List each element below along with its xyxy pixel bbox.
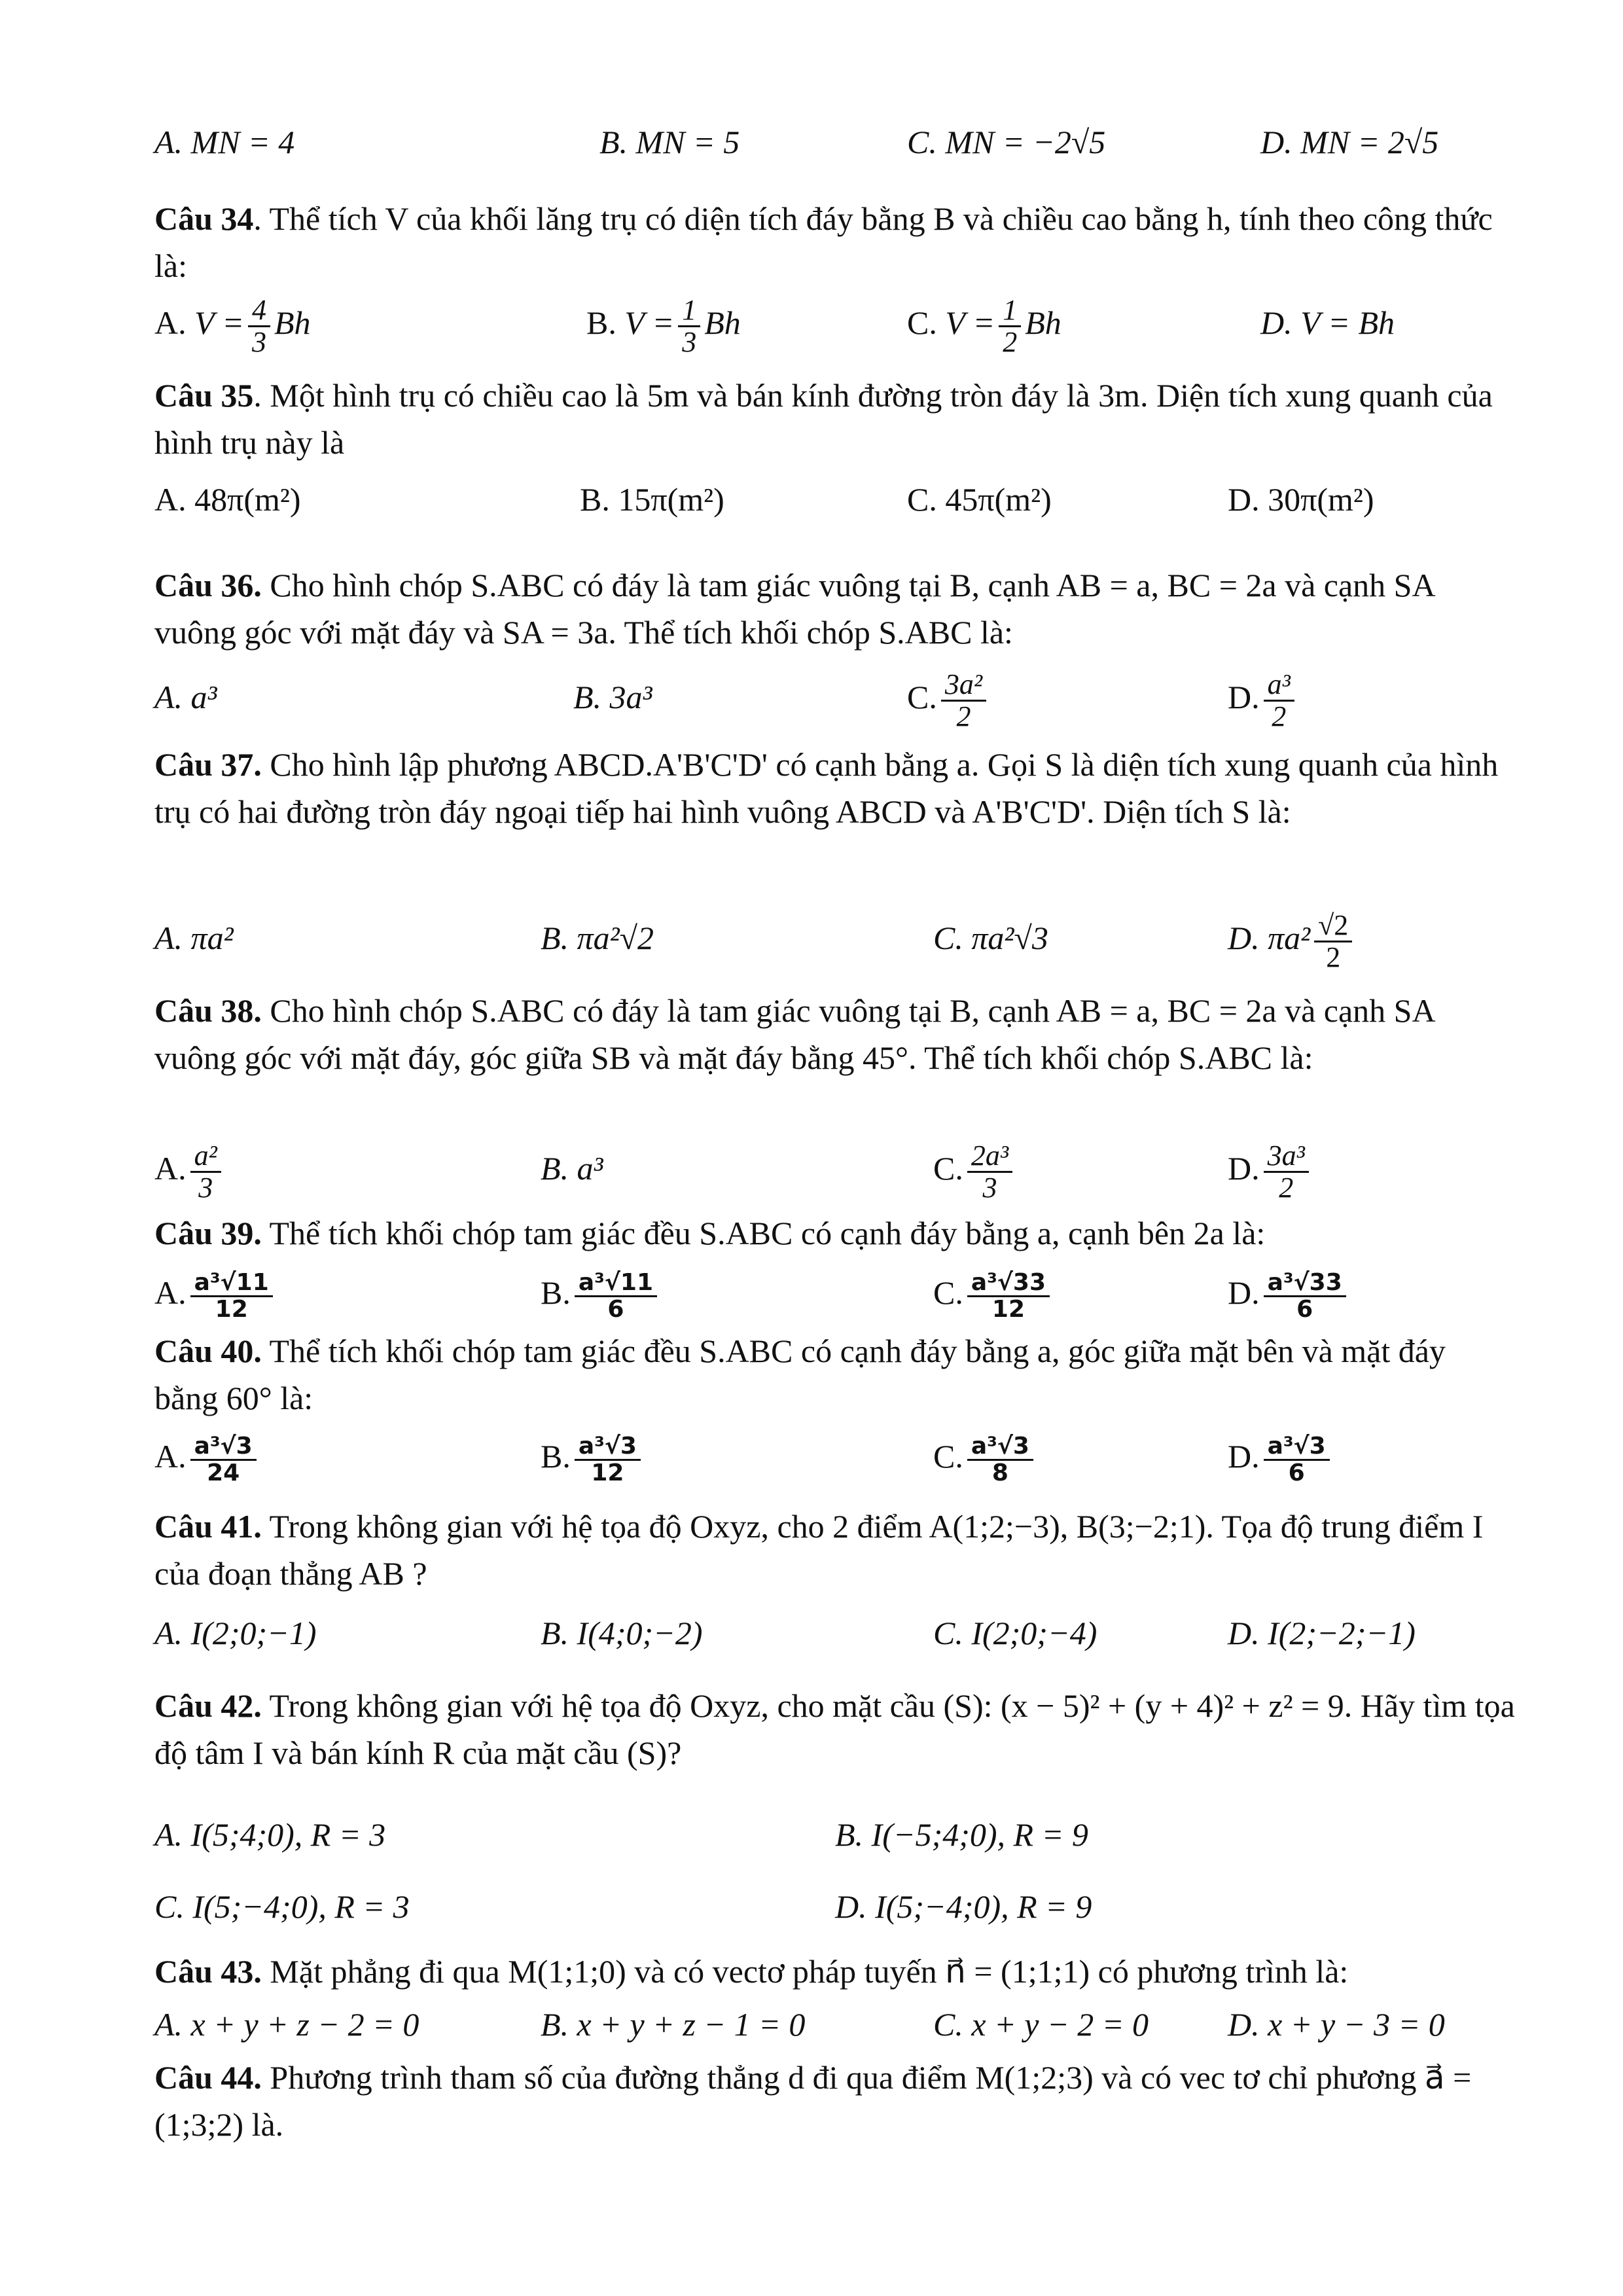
option-b: B. V = $\frac{1}{3}$ Bh <box>586 293 741 359</box>
question-text: Cho hình chóp S.ABC có đáy là tam giác vuông tại B, cạnh AB = a, BC = 2a và cạnh SA vuông góc với mặt đáy và SA = 3a. Thể tích khối chóp S.ABC là: <box>154 567 1434 651</box>
option-b: B. πa²√2 <box>541 920 654 956</box>
q38-options <box>154 1139 1516 1204</box>
option-d: D. $\frac{\text{a³√3}}{6}$ <box>1228 1427 1334 1486</box>
option-a: A. $\frac{\text{a³√11}}{12}$ <box>154 1263 277 1322</box>
option-c: C. V = $\frac{1}{2}$ Bh <box>907 293 1061 359</box>
q39-options <box>154 1263 1516 1322</box>
question-text: Thể tích khối chóp tam giác đều S.ABC có cạnh đáy bằng a, góc giữa mặt bên và mặt đáy bằng 60° là: <box>154 1333 1446 1416</box>
option-d: D. x + y − 3 = 0 <box>1228 2006 1445 2043</box>
option-d: D. πa² $\frac{√2}{2}$ <box>1228 908 1356 973</box>
question-number: Câu 34 <box>154 200 254 237</box>
option-a: A. 48π(m²) <box>154 481 301 518</box>
question-number: Câu 35 <box>154 377 254 414</box>
option-d: D. $\frac{\text{a³}}{2}$ <box>1228 668 1298 732</box>
option-a: A. I(2;0;−1) <box>154 1615 317 1651</box>
question-34 <box>154 195 1516 289</box>
question-text: Thể tích khối chóp tam giác đều S.ABC có cạnh đáy bằng a, cạnh bên 2a là: <box>261 1215 1266 1251</box>
option-c: C. $\frac{\text{3a²}}{2}$ <box>907 668 990 732</box>
question-number: Câu 39. <box>154 1215 262 1251</box>
option-a: A. $\frac{\text{a³√3}}{24}$ <box>154 1427 260 1486</box>
question-number: Câu 36. <box>154 567 262 603</box>
option-d: D. I(5;−4;0), R = 9 <box>835 1888 1092 1925</box>
question-number: Câu 37. <box>154 746 262 783</box>
question-42 <box>154 1682 1516 1776</box>
question-number: Câu 41. <box>154 1508 262 1545</box>
question-36 <box>154 562 1516 656</box>
option-b: B. MN = 5 <box>599 124 740 160</box>
question-43 <box>154 1948 1516 1995</box>
option-b: B. $\frac{\text{a³√11}}{6}$ <box>541 1263 661 1322</box>
question-text: Cho hình chóp S.ABC có đáy là tam giác vuông tại B, cạnh AB = a, BC = 2a và cạnh SA vuông góc với mặt đáy, góc giữa SB và mặt đáy bằng 45°. Thể tích khối chóp S.ABC là: <box>154 992 1434 1076</box>
option-d: D. $\frac{\text{a³√33}}{6}$ <box>1228 1263 1350 1322</box>
option-c: C. πa²√3 <box>933 920 1048 956</box>
question-text: Trong không gian với hệ tọa độ Oxyz, cho mặt cầu (S): (x − 5)² + (y + 4)² + z² = 9. Hãy tìm tọa độ tâm I và bán kính R của mặt cầu (S)? <box>154 1687 1515 1771</box>
q41-options <box>154 1604 1516 1662</box>
question-41 <box>154 1503 1516 1597</box>
q40-options <box>154 1427 1516 1486</box>
question-text: . Thể tích V của khối lăng trụ có diện tích đáy bằng B và chiều cao bằng h, tính theo công thức là: <box>154 200 1493 284</box>
option-d: D. MN = 2√5 <box>1260 124 1439 160</box>
question-38 <box>154 987 1516 1081</box>
question-39 <box>154 1210 1516 1257</box>
question-37 <box>154 741 1516 835</box>
option-b: B. I(4;0;−2) <box>541 1615 703 1651</box>
q33-options <box>154 113 1516 171</box>
q37-options <box>154 908 1516 974</box>
option-c: C. I(5;−4;0), R = 3 <box>154 1888 410 1925</box>
option-a: A. x + y + z − 2 = 0 <box>154 2006 419 2043</box>
option-c: C. $\frac{\text{a³√33}}{12}$ <box>933 1263 1054 1322</box>
question-number: Câu 40. <box>154 1333 262 1369</box>
option-a: A. $\frac{\text{a²}}{3}$ <box>154 1139 225 1203</box>
option-b: B. $\frac{\text{a³√3}}{12}$ <box>541 1427 645 1486</box>
q42-options-row1 <box>154 1805 1516 1864</box>
option-c: C. 45π(m²) <box>907 481 1052 518</box>
option-a: A. a³ <box>154 679 217 715</box>
question-number: Câu 44. <box>154 2059 262 2096</box>
question-text: Cho hình lập phương ABCD.A'B'C'D' có cạnh bằng a. Gọi S là diện tích xung quanh của hình trụ có hai đường tròn đáy ngoại tiếp hai hình vuông ABCD và A'B'C'D'. Diện tích S là: <box>154 746 1499 830</box>
option-a: A. I(5;4;0), R = 3 <box>154 1816 386 1853</box>
option-c: C. $\frac{\text{2a³}}{3}$ <box>933 1139 1016 1203</box>
question-text: Mặt phẳng đi qua M(1;1;0) và có vectơ pháp tuyến n⃗ = (1;1;1) có phương trình là: <box>261 1953 1349 1990</box>
question-40 <box>154 1327 1516 1422</box>
option-b: B. 15π(m²) <box>580 481 724 518</box>
option-d: D. V = Bh <box>1260 304 1395 341</box>
option-d: D. $\frac{\text{3a³}}{2}$ <box>1228 1139 1313 1203</box>
question-text: Phương trình tham số của đường thẳng d đi qua điểm M(1;2;3) và có vec tơ chỉ phương a⃗ = (1;3;2) là. <box>154 2059 1472 2143</box>
question-44 <box>154 2054 1516 2148</box>
question-35 <box>154 372 1516 466</box>
option-c: C. MN = −2√5 <box>907 124 1106 160</box>
option-b: B. a³ <box>541 1150 603 1187</box>
q35-options <box>154 470 1516 529</box>
option-a: A. V = $\frac{4}{3}$ Bh <box>154 293 311 359</box>
q43-options <box>154 1995 1516 2054</box>
option-d: D. I(2;−2;−1) <box>1228 1615 1416 1651</box>
option-a: A. MN = 4 <box>154 124 295 160</box>
option-c: C. $\frac{\text{a³√3}}{8}$ <box>933 1427 1037 1486</box>
option-c: C. I(2;0;−4) <box>933 1615 1097 1651</box>
option-b: B. I(−5;4;0), R = 9 <box>835 1816 1088 1853</box>
question-text: Trong không gian với hệ tọa độ Oxyz, cho 2 điểm A(1;2;−3), B(3;−2;1). Tọa độ trung điểm I của đoạn thẳng AB ? <box>154 1508 1484 1592</box>
q34-options <box>154 293 1516 359</box>
option-a: A. πa² <box>154 920 234 956</box>
q42-options-row2 <box>154 1877 1516 1936</box>
option-c: C. x + y − 2 = 0 <box>933 2006 1149 2043</box>
question-number: Câu 42. <box>154 1687 262 1724</box>
question-number: Câu 43. <box>154 1953 262 1990</box>
option-b: B. x + y + z − 1 = 0 <box>541 2006 806 2043</box>
q36-options <box>154 668 1516 733</box>
question-text: . Một hình trụ có chiều cao là 5m và bán kính đường tròn đáy là 3m. Diện tích xung quanh của hình trụ này là <box>154 377 1493 461</box>
option-b: B. 3a³ <box>573 679 652 715</box>
option-d: D. 30π(m²) <box>1228 481 1374 518</box>
question-number: Câu 38. <box>154 992 262 1029</box>
